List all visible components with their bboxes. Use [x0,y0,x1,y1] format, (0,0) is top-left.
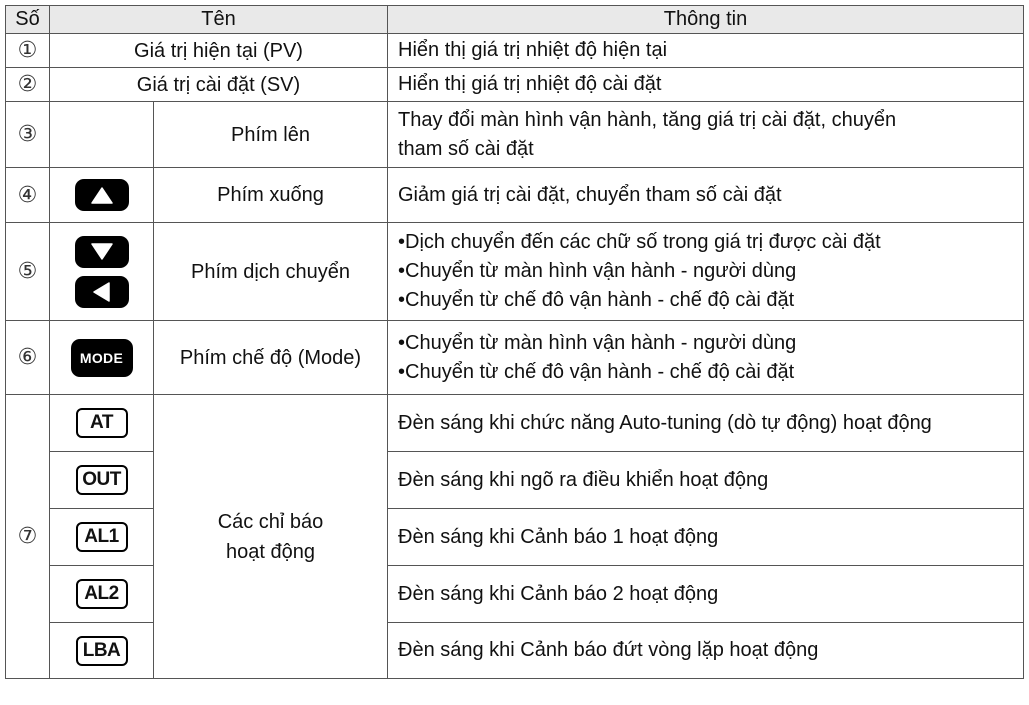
info-line: •Dịch chuyển đến các chữ số trong giá trị được cài đặt [398,231,881,253]
name-line: Các chỉ báo [217,510,324,533]
row-icon-cell [50,168,154,223]
row-name: Giá trị cài đặt (SV) [50,68,388,102]
header-row [6,6,1024,34]
row-number: ① [6,34,50,68]
mode-key-icon: MODE [71,339,133,377]
row-number: ⑦ [6,395,50,679]
row-icon-cell [50,509,154,566]
spec-table [5,5,1024,679]
row-info [388,102,1024,168]
info-line: Thay đổi màn hình vận hành, tăng giá trị cài đặt, chuyển [398,108,897,131]
row-info: Đèn sáng khi Cảnh báo 1 hoạt động [388,509,1024,566]
row-name: Phím xuống [154,168,388,223]
header-ten: Tên [50,6,388,34]
indicator-al2-icon: AL2 [76,579,128,609]
row-info: Đèn sáng khi Cảnh báo đứt vòng lặp hoạt động [388,623,1024,679]
table-row [6,223,1024,321]
indicator-al1-icon: AL1 [76,522,128,552]
row-icon-cell [50,566,154,623]
info-line: •Chuyển từ chế đô vận hành - chế độ cài đặt [398,360,795,383]
row-icon-cell [50,623,154,679]
table-row [6,68,1024,102]
row-name: Phím lên [154,102,388,168]
row-info: Hiển thị giá trị nhiệt độ hiện tại [388,34,1024,68]
info-line: tham số cài đặt [398,137,534,160]
table-row [6,321,1024,395]
row-name: Phím chế độ (Mode) [154,321,388,395]
row-name: Phím dịch chuyển [154,223,388,321]
indicator-out-icon: OUT [76,465,128,495]
header-so: Số [6,6,50,34]
row-icon-cell [50,321,154,395]
row-info [388,223,1024,321]
row-name [154,395,388,679]
indicator-at-icon: AT [76,408,128,438]
header-thongtin: Thông tin [388,6,1024,34]
up-triangle-key-icon [75,179,129,211]
info-line: •Chuyển từ màn hình vận hành - người dùng [398,331,797,354]
row-number: ③ [6,102,50,168]
row-info: Đèn sáng khi chức năng Auto-tuning (dò tự động) hoạt động [388,395,1024,452]
row-icon-cell [50,452,154,509]
row-number: ④ [6,168,50,223]
name-line: hoạt động [226,540,315,563]
indicator-lba-icon: LBA [76,636,128,666]
table-row [6,102,1024,168]
info-line: •Chuyển từ màn hình vận hành - người dùng [398,260,797,282]
row-info: Hiển thị giá trị nhiệt độ cài đặt [388,68,1024,102]
info-line: •Chuyển từ chế đô vận hành - chế độ cài đặt [398,289,795,311]
row-info [388,321,1024,395]
row-icon-cell [50,395,154,452]
table-row [6,34,1024,68]
row-info: Giảm giá trị cài đặt, chuyển tham số cài đặt [388,168,1024,223]
row-number: ⑥ [6,321,50,395]
row-name: Giá trị hiện tại (PV) [50,34,388,68]
row-number: ② [6,68,50,102]
row-info: Đèn sáng khi Cảnh báo 2 hoạt động [388,566,1024,623]
table-row [6,395,1024,452]
row-icon-cell [50,102,154,168]
down-triangle-key-icon [75,236,129,268]
row-icon-cell [50,223,154,321]
row-number: ⑤ [6,223,50,321]
left-triangle-key-icon [75,276,129,308]
table-row [6,168,1024,223]
row-info: Đèn sáng khi ngõ ra điều khiển hoạt động [388,452,1024,509]
